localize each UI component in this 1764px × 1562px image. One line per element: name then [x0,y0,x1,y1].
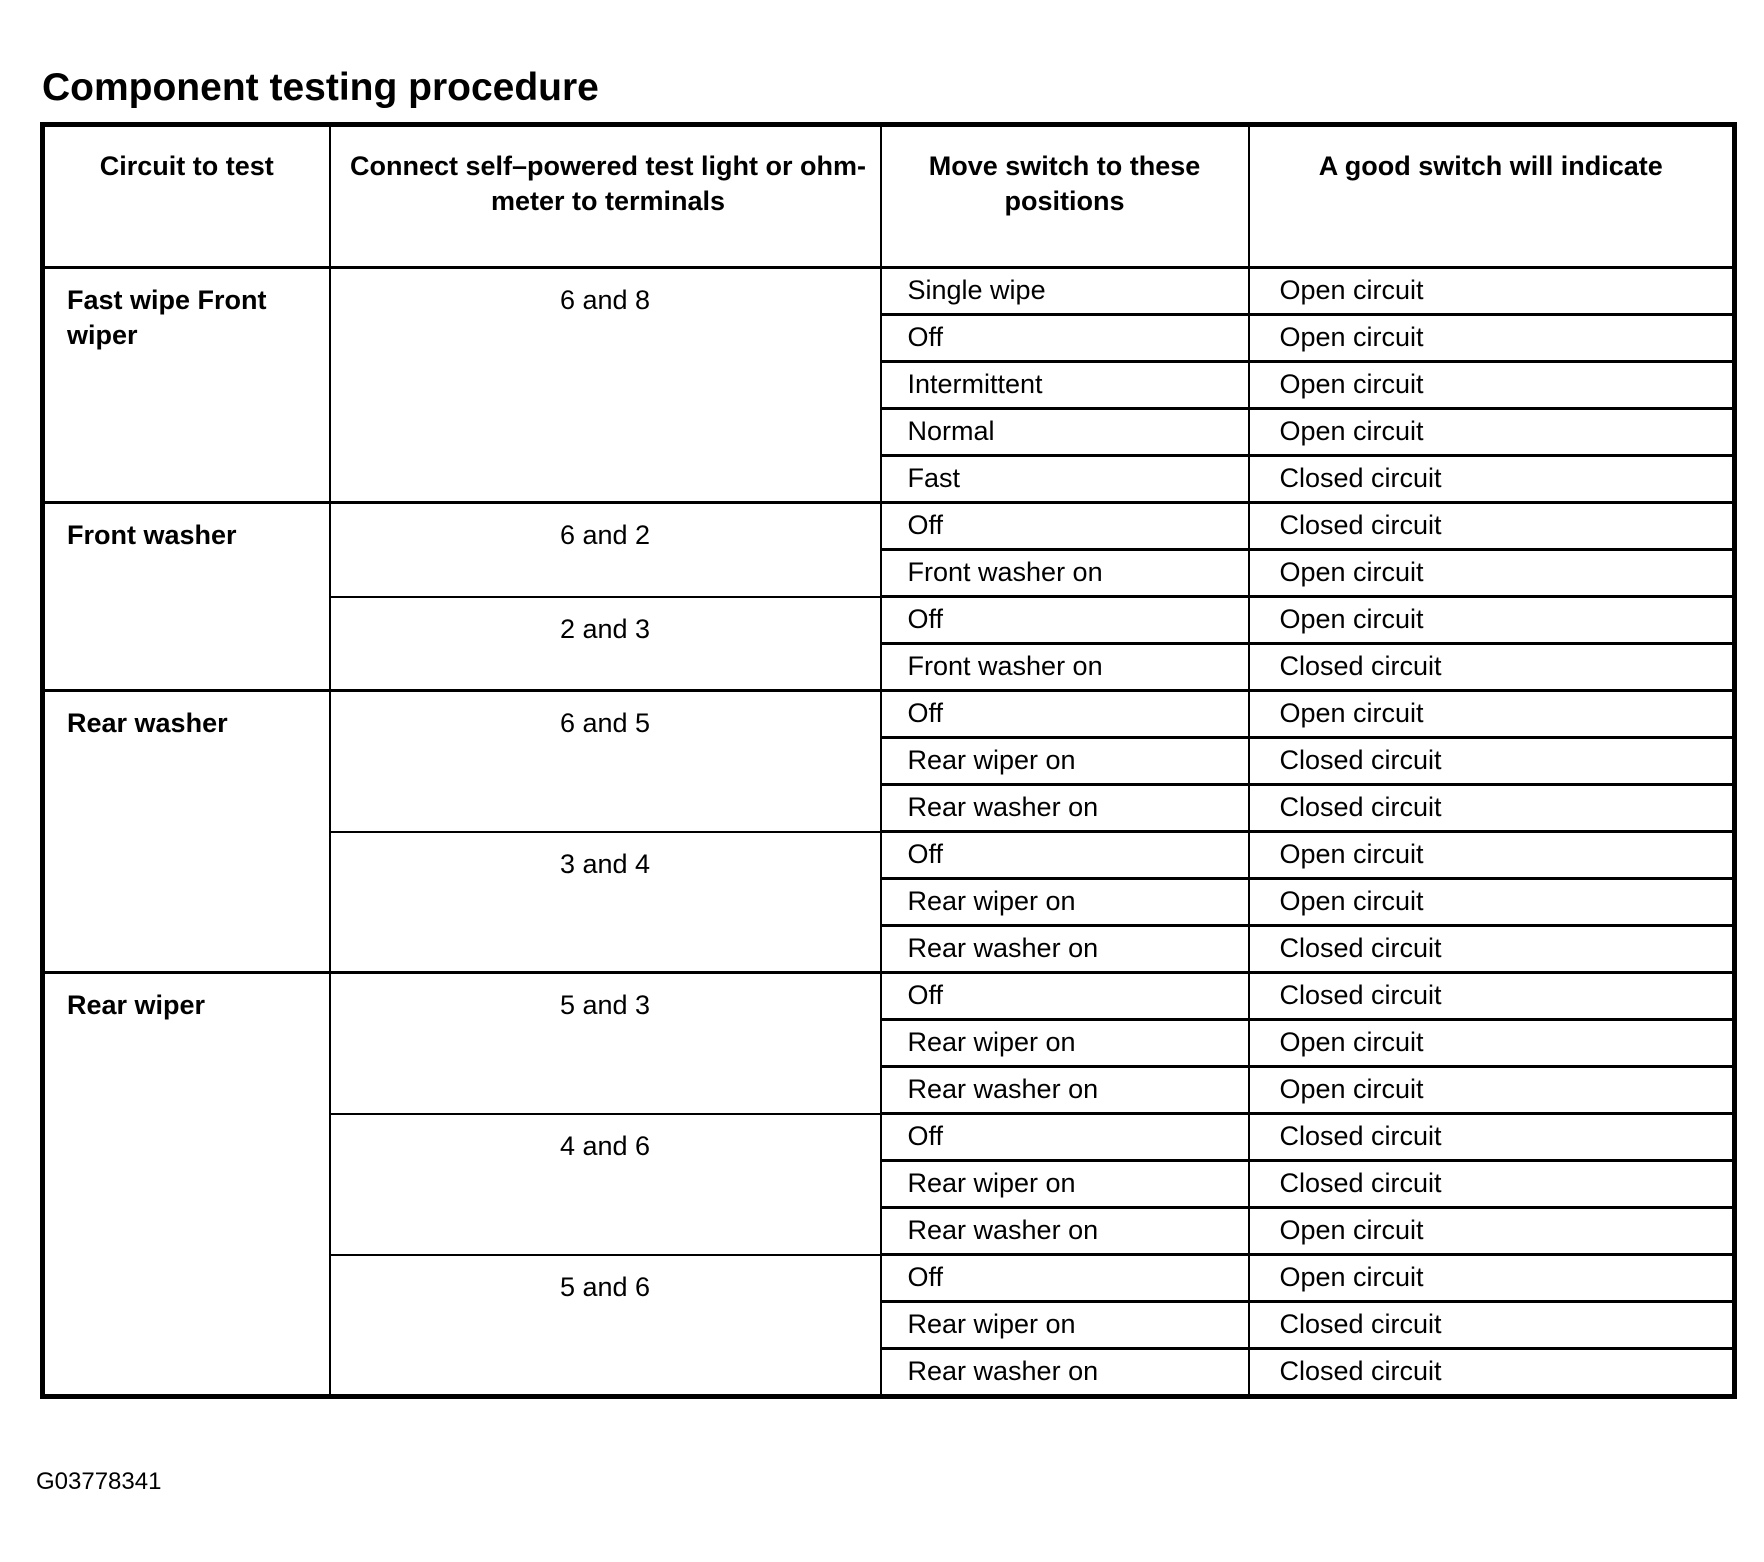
switch-position-cell: Rear wiper on [881,738,1249,785]
switch-position-cell: Off [881,315,1249,362]
switch-position-cell: Front washer on [881,550,1249,597]
indication-cell: Closed circuit [1249,738,1735,785]
header-positions-text: Move switch to these positions [928,151,1201,217]
switch-position-cell: Front washer on [881,644,1249,691]
table-row [43,973,1735,1020]
switch-position-cell: Rear washer on [881,926,1249,973]
indication-cell: Open circuit [1249,409,1735,456]
terminals-cell: 6 and 2 [330,503,881,597]
circuit-cell: Front washer [43,503,330,691]
indication-cell: Closed circuit [1249,503,1735,550]
header-terminals-text: Connect self–powered test light or ohm-meter to terminals [349,151,867,217]
indication-cell: Closed circuit [1249,456,1735,503]
circuit-cell: Rear wiper [43,973,330,1397]
indication-cell: Closed circuit [1249,644,1735,691]
switch-position-cell: Intermittent [881,362,1249,409]
indication-cell: Closed circuit [1249,1114,1735,1161]
indication-cell: Open circuit [1249,550,1735,597]
indication-cell: Closed circuit [1249,785,1735,832]
table-body [43,268,1735,1397]
component-testing-table [40,122,1737,1399]
terminals-cell: 4 and 6 [330,1114,881,1255]
switch-position-cell: Rear washer on [881,785,1249,832]
indication-cell: Closed circuit [1249,1349,1735,1397]
table-row [43,503,1735,550]
indication-cell: Open circuit [1249,1255,1735,1302]
circuit-cell: Fast wipe Front wiper [43,268,330,503]
switch-position-cell: Rear wiper on [881,1020,1249,1067]
switch-position-cell: Off [881,1255,1249,1302]
indication-cell: Open circuit [1249,315,1735,362]
terminals-cell: 2 and 3 [330,597,881,691]
page-title: Component testing procedure [42,66,599,109]
terminals-cell: 6 and 8 [330,268,881,503]
indication-cell: Open circuit [1249,268,1735,315]
switch-position-cell: Off [881,597,1249,644]
indication-cell: Open circuit [1249,832,1735,879]
header-indicate: A good switch will indicate [1249,125,1735,268]
switch-position-cell: Rear wiper on [881,879,1249,926]
switch-position-cell: Rear wiper on [881,1302,1249,1349]
switch-position-cell: Off [881,503,1249,550]
indication-cell: Open circuit [1249,1067,1735,1114]
switch-position-cell: Single wipe [881,268,1249,315]
indication-cell: Open circuit [1249,1020,1735,1067]
indication-cell: Closed circuit [1249,973,1735,1020]
header-positions [881,125,1249,268]
table-row [43,691,1735,738]
figure-id: G03778341 [36,1468,162,1495]
indication-cell: Open circuit [1249,1208,1735,1255]
indication-cell: Closed circuit [1249,1161,1735,1208]
indication-cell: Open circuit [1249,597,1735,644]
switch-position-cell: Off [881,832,1249,879]
switch-position-cell: Normal [881,409,1249,456]
indication-cell: Closed circuit [1249,1302,1735,1349]
indication-cell: Closed circuit [1249,926,1735,973]
terminals-cell: 6 and 5 [330,691,881,832]
table-header-row [43,125,1735,268]
indication-cell: Open circuit [1249,691,1735,738]
switch-position-cell: Off [881,1114,1249,1161]
switch-position-cell: Off [881,691,1249,738]
table-row [43,268,1735,315]
terminals-cell: 5 and 3 [330,973,881,1114]
header-terminals [330,125,881,268]
indication-cell: Open circuit [1249,362,1735,409]
header-circuit: Circuit to test [43,125,330,268]
switch-position-cell: Rear wiper on [881,1161,1249,1208]
circuit-cell: Rear washer [43,691,330,973]
switch-position-cell: Rear washer on [881,1067,1249,1114]
switch-position-cell: Rear washer on [881,1208,1249,1255]
switch-position-cell: Off [881,973,1249,1020]
terminals-cell: 3 and 4 [330,832,881,973]
indication-cell: Open circuit [1249,879,1735,926]
terminals-cell: 5 and 6 [330,1255,881,1397]
switch-position-cell: Fast [881,456,1249,503]
switch-position-cell: Rear washer on [881,1349,1249,1397]
